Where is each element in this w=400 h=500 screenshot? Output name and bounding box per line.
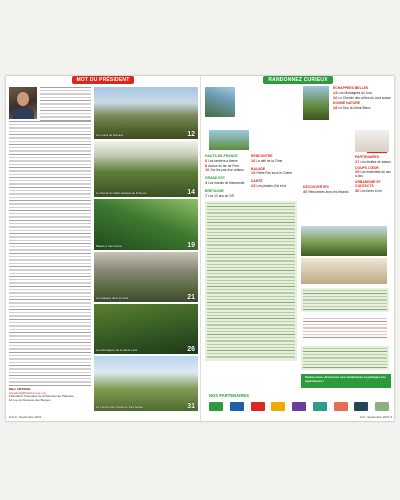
- partners-logos: [209, 400, 389, 412]
- partner-logo-6[interactable]: [313, 402, 327, 411]
- highlight-item[interactable]: 7Les 10 ans du GR: [205, 192, 234, 198]
- highlight-item[interactable]: 29Les essentiels du sac à dos: [355, 169, 391, 179]
- highlights-column-left: HAUTS-DE-FRANCE 6Les sentiers à thème 8Autour du lac de Pont 10Sur les pas d'un artisan GRAND EST 4Les mardis de Marmande BRETAGNE 7Les 10 ans du GR: [205, 155, 249, 198]
- photo-article-6[interactable]: Le Chemin des Crêtes du Jura Suisse 31: [94, 356, 198, 411]
- highlight-item[interactable]: 28Le Tour du Mont-Blanc: [333, 105, 371, 111]
- highlights-column-right: ÉCHAPPÉES BELLES 24Les Montagnes du Jura 26Le Chemin des crêtes du Jura suisse DONNE NATURE 28Le Tour du Mont-Blanc: [333, 86, 391, 111]
- highlights-column-far-right: PARTENAIRES 27Les feuilles de saison COUPS CŒUR 29Les essentiels du sac à dos URBANISME ET CONTACTS 30Les livres à lire: [355, 156, 393, 193]
- highlight-item[interactable]: 19Petits Pas sous le Chêne: [251, 170, 293, 176]
- photo-teaser-6[interactable]: [301, 258, 387, 284]
- photo-teaser-5[interactable]: [301, 226, 387, 256]
- highlight-item[interactable]: 30Les livres à lire: [355, 187, 382, 193]
- highlight-item[interactable]: 24Les Montagnes du Jura: [333, 89, 372, 95]
- partner-logo-4[interactable]: [271, 402, 285, 411]
- magazine-spread: [6, 76, 394, 421]
- photo-teaser-1[interactable]: [205, 87, 235, 117]
- highlight-item[interactable]: 30Rencontres avec les lézards: [303, 188, 349, 194]
- right-page: [200, 76, 394, 421]
- editorial-text-block: [9, 121, 91, 386]
- highlight-item[interactable]: 16Le défi de la Cîme: [251, 157, 283, 163]
- left-page: [6, 76, 200, 421]
- president-portrait: [9, 87, 37, 119]
- highlight-item[interactable]: 6Les sentiers à thème: [205, 157, 238, 163]
- left-page-header: [6, 76, 200, 84]
- highlight-item[interactable]: 10Sur les pas d'un artisan: [205, 167, 244, 173]
- highlight-item[interactable]: 27Les feuilles de saison: [355, 158, 391, 164]
- photo-teaser-3[interactable]: [355, 130, 389, 152]
- left-folio: 2 212 • Septembre 2021: [9, 415, 42, 419]
- partner-logo-8[interactable]: [354, 402, 368, 411]
- photo-article-4[interactable]: Les balades dans les bois 21: [94, 252, 198, 302]
- photo-article-5[interactable]: Les Montagnes de la Haute-Loire 26: [94, 304, 198, 354]
- right-page-header: [201, 76, 394, 84]
- photo-article-1[interactable]: Les mardi de Reinans 12: [94, 87, 198, 139]
- right-folio: 212 • Septembre 2021 3: [359, 415, 392, 419]
- photo-article-2[interactable]: Le chemin de Saint-Jacques au fil de soi 14: [94, 141, 198, 197]
- highlights-column-middle: RENCONTRE 16Le défi de la Cîme BALADE 19Petits Pas sous le Chêne SANTÉ 23Les plantes d'ici et là: [251, 155, 297, 189]
- photo-article-3[interactable]: Balade à l'eau douce 19: [94, 199, 198, 250]
- partner-logo-5[interactable]: [292, 402, 306, 411]
- president-signature: Marc VIETMAN president@ffrandonnee.org Fédération Française de la Randonnée Pédestre 64 rue du Dessous des Berges: [9, 387, 74, 402]
- partner-logo-1[interactable]: [209, 402, 223, 411]
- partner-logo-9[interactable]: [375, 402, 389, 411]
- photo-teaser-4[interactable]: [209, 130, 249, 150]
- partner-logo-3[interactable]: [251, 402, 265, 411]
- social-banner[interactable]: Suivez-nous, découvrez nos randonnées et partagez vos expériences !: [301, 374, 391, 388]
- article-summary-block: [205, 201, 297, 361]
- info-box-3: [301, 346, 389, 370]
- section-title: RANDONNEZ CURIEUX: [263, 76, 332, 84]
- highlight-item[interactable]: 23Les plantes d'ici et là: [251, 182, 286, 188]
- highlights-discoveries: DÉCOUVERTES 30Rencontres avec les lézards: [303, 186, 353, 195]
- info-box-2: [301, 316, 389, 342]
- highlight-item[interactable]: 26Le Chemin des crêtes du Jura suisse: [333, 94, 391, 100]
- partners-label: NOS PARTENAIRES: [209, 393, 249, 398]
- editorial-text-intro: [40, 87, 91, 121]
- photo-teaser-2[interactable]: [303, 86, 329, 120]
- partner-logo-7[interactable]: [334, 402, 348, 411]
- info-box-1: [301, 288, 389, 312]
- president-email[interactable]: president@ffrandonnee.org: [9, 390, 46, 395]
- highlight-item[interactable]: 8Autour du lac de Pont: [205, 162, 239, 168]
- partner-logo-2[interactable]: [230, 402, 244, 411]
- highlight-item[interactable]: 4Les mardis de Marmande: [205, 179, 245, 185]
- section-title: MOT DU PRÉSIDENT: [72, 76, 135, 84]
